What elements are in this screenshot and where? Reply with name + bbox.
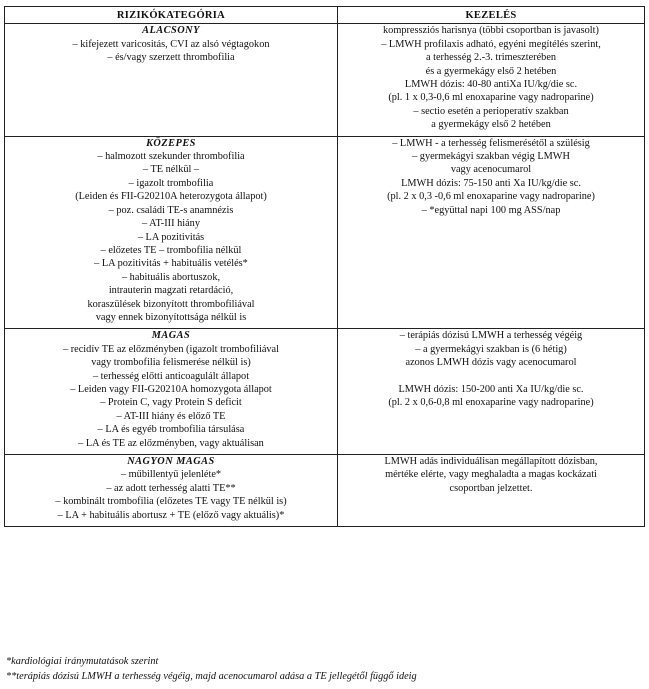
treatment-line: a terhesség 2.-3. trimeszterében [425,52,557,64]
table-row [5,329,645,455]
risk-cell [5,455,338,527]
treatment-line: a gyermekágy első 2 hetében [431,119,551,131]
risk-category-label: KÖZEPES [146,137,196,149]
treatment-spacer [341,370,641,383]
risk-line: – LA + habituális abortusz + TE (előző vagy aktuális)* [57,509,285,521]
risk-category-label: ALACSONY [142,25,200,37]
treatment-line: – LMWH profilaxis adható, egyéni megítélés szerint, [381,38,601,50]
table-row [5,136,645,329]
treatment-line: – sectio esetén a perioperatív szakban [413,105,569,117]
risk-cell [5,24,338,136]
risk-line: – habituális abortuszok, [121,271,221,283]
risk-line: – AT-III hiány és előző TE [116,410,226,422]
risk-line: – Protein C, vagy Protein S deficit [100,397,242,409]
treatment-line: és a gyermekágy első 2 hetében [425,65,557,77]
risk-line: vagy ennek bizonyítottsága nélkül is [95,311,247,323]
treatment-line: vagy acenocumarol [450,164,532,176]
table-header-row [5,7,645,24]
risk-line: – az adott terhesség alatti TE** [106,482,236,494]
treatment-line: LMWH adás individuálisan megállapított dózisban, [384,456,598,467]
risk-cell [5,136,338,329]
risk-category-label: NAGYON MAGAS [127,456,215,467]
treatment-line: LMWH dózis: 40-80 antiXa IU/kg/die sc. [404,79,578,91]
risk-line: – AT-III hiány [142,218,200,230]
risk-line: – LA pozitivitás [137,231,205,243]
risk-line: – előzetes TE – trombofilia nélkül [100,244,242,256]
risk-category-label: MAGAS [151,330,191,342]
treatment-line: mértéke elérte, vagy meghaladta a magas kockázati [385,469,597,481]
risk-line: – kifejezett varicositás, CVI az alsó végtagokon [72,38,270,50]
treatment-cell [338,136,645,329]
risk-line: (Leiden és FII-G20210A heterozygota állapot) [75,191,267,203]
risk-line: intrauterin magzati retardáció, [108,285,234,297]
treatment-line: azonos LMWH dózis vagy acenocumarol [405,357,577,369]
treatment-line: LMWH dózis: 75-150 anti Xa IU/kg/die sc. [401,177,581,189]
treatment-line: (pl. 2 x 0,6-0,8 ml enoxaparine vagy nadroparine) [388,397,594,409]
footnote-1: *kardiológiai iránymutatások szerint [6,656,159,667]
risk-line: – műbillentyű jelenléte* [120,469,222,481]
risk-treatment-table [4,6,645,527]
risk-line: koraszülések bizonyított thrombofiliával [87,298,255,310]
treatment-line: kompressziós harisnya (többi csoportban is javasolt) [383,25,599,37]
risk-line: – halmozott szekunder thrombofilia [97,151,245,163]
table-row [5,24,645,136]
footnote-2: **terápiás dózisú LMWH a terhesség végéig, majd acenocumarol adása a TE jellegétől függő ideig [6,670,417,682]
treatment-line: – a gyermekágyi szakban is (6 hétig) [415,343,567,355]
risk-line: – LA és TE az előzményben, vagy aktuálisan [78,437,264,449]
treatment-line: (pl. 1 x 0,3-0,6 ml enoxaparine vagy nadroparine) [388,92,594,104]
table-row [5,455,645,527]
risk-line: – igazolt trombofilia [128,177,214,189]
risk-line: – kombinált trombofilia (előzetes TE vagy TE nélkül is) [55,496,287,508]
treatment-line: LMWH dózis: 150-200 anti Xa IU/kg/die sc. [398,383,584,395]
header-treatment: KEZELÉS [338,7,645,24]
treatment-cell [338,24,645,136]
treatment-line: – *együttal napi 100 mg ASS/nap [421,204,561,216]
risk-line: – TE nélkül – [142,164,200,176]
risk-line: – recidív TE az előzményben (igazolt trombofiliával [63,343,279,355]
treatment-line: – gyermekágyi szakban végig LMWH [412,151,570,163]
risk-line: vagy trombofilia felismerése nélkül is) [91,357,251,369]
treatment-line: (pl. 2 x 0,3 -0,6 ml enoxaparine vagy nadroparine) [387,191,595,203]
risk-line: – Leiden vagy FII-G20210A homozygota állapot [70,383,272,395]
treatment-line: csoportban jelzettet. [449,482,533,494]
header-risk-category: RIZIKÓKATEGÓRIA [5,7,338,24]
treatment-cell [338,455,645,527]
risk-line: – LA pozitivitás + habituális vetélés* [94,258,248,270]
treatment-cell [338,329,645,455]
treatment-line: – terápiás dózisú LMWH a terhesség végéig [399,330,583,342]
risk-line: – LA és egyéb trombofilia társulása [97,424,245,436]
treatment-line: – LMWH - a terhesség felismerésétől a szülésig [392,137,590,149]
risk-line: – poz. családi TE-s anamnézis [108,204,234,216]
footnotes [6,655,417,684]
risk-cell [5,329,338,455]
risk-line: – terhesség előtti anticoagulált állapot [92,370,250,382]
risk-line: – és/vagy szerzett thrombofilia [107,52,235,64]
